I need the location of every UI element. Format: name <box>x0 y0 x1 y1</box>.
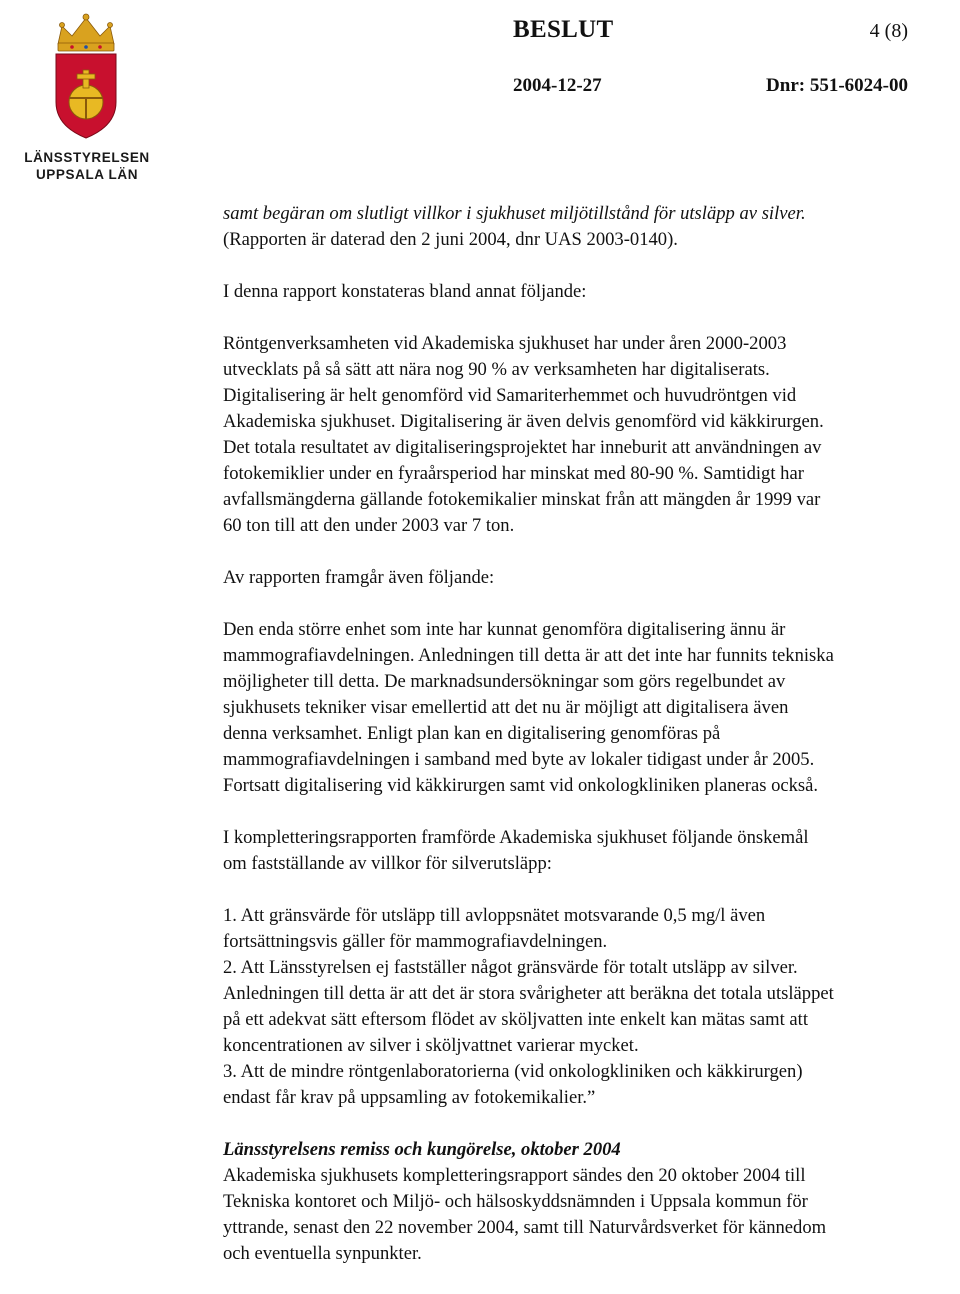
text-line: Fortsatt digitalisering vid käkkirurgen samt vid onkologkliniken planeras också. <box>223 775 819 796</box>
list-item: 1. Att gränsvärde för utsläpp till avloppsnätet motsvarande 0,5 mg/l även <box>223 905 766 926</box>
text-line: avfallsmängderna gällande fotokemikalier minskat från att mängden år 1999 var <box>223 489 821 510</box>
county-logo <box>12 10 162 195</box>
text-line: Röntgenverksamheten vid Akademiska sjukhuset har under åren 2000-2003 <box>223 333 787 354</box>
text-line: på ett adekvat sätt eftersom flödet av sköljvatten inte enkelt kan mätas samt att <box>223 1009 808 1030</box>
document-type: BESLUT <box>513 16 614 43</box>
text-line: Akademiska sjukhusets kompletteringsrapport sändes den 20 oktober 2004 till <box>223 1165 806 1186</box>
text-line: I kompletteringsrapporten framförde Akademiska sjukhuset följande önskemål <box>223 827 809 848</box>
text-line: endast får krav på uppsamling av fotokemikalier.” <box>223 1087 596 1108</box>
document-date: 2004-12-27 <box>513 75 602 96</box>
section-remiss <box>223 1137 958 1267</box>
paragraph-report-also <box>223 565 958 591</box>
text-line: denna verksamhet. Enligt plan kan en digitalisering genomföras på <box>223 723 721 744</box>
text-line: utvecklats på så sätt att nära nog 90 % av verksamheten har digitaliserats. <box>223 359 770 380</box>
text-line: Den enda större enhet som inte har kunnat genomföra digitalisering ännu är <box>223 619 786 640</box>
page-number: 4 (8) <box>869 20 908 42</box>
paragraph-mammography <box>223 617 958 799</box>
org-name-line1: LÄNSSTYRELSEN <box>24 150 150 165</box>
text-line: samt begäran om slutligt villkor i sjukhuset miljötillstånd för utsläpp av silver. <box>223 203 806 224</box>
text-line: Digitalisering är helt genomförd vid Samariterhemmet och huvudröntgen vid <box>223 385 797 406</box>
text-line: mammografiavdelningen i samband med byte av lokaler tidigast under år 2005. <box>223 749 815 770</box>
text-line: om fastställande av villkor för silverutsläpp: <box>223 853 552 874</box>
registration-number: Dnr: 551-6024-00 <box>766 75 908 96</box>
list-item: 3. Att de mindre röntgenlaboratorierna (vid onkologkliniken och käkkirurgen) <box>223 1061 803 1082</box>
text-line: I denna rapport konstateras bland annat följande: <box>223 281 587 302</box>
document-body <box>223 201 958 1267</box>
text-line: (Rapporten är daterad den 2 juni 2004, dnr UAS 2003-0140). <box>223 229 678 250</box>
text-line: Det totala resultatet av digitaliseringsprojektet har inneburit att användningen av <box>223 437 822 458</box>
text-line: fotokemiklier under en fyraårsperiod har minskat med 80-90 %. Samtidigt har <box>223 463 804 484</box>
text-line: mammografiavdelningen. Anledningen till detta är att det inte har funnits tekniska <box>223 645 834 666</box>
text-line: sjukhusets tekniker visar emellertid att det nu är möjligt att digitalisera även <box>223 697 789 718</box>
text-line: Av rapporten framgår även följande: <box>223 567 495 588</box>
paragraph-digitalisation <box>223 331 958 539</box>
text-line: koncentrationen av silver i sköljvattnet varierar mycket. <box>223 1035 639 1056</box>
paragraph-intro <box>223 201 958 253</box>
text-line: fortsättningsvis gäller för mammografiavdelningen. <box>223 931 608 952</box>
section-heading: Länsstyrelsens remiss och kungörelse, oktober 2004 <box>223 1139 621 1160</box>
text-line: möjligheter till detta. De marknadsundersökningar som görs regelbundet av <box>223 671 786 692</box>
paragraph-requests-lead <box>223 825 958 877</box>
text-line: Akademiska sjukhuset. Digitalisering är även delvis genomförd vid käkkirurgen. <box>223 411 824 432</box>
paragraph-requests-list <box>223 903 958 1111</box>
coat-of-arms-icon <box>50 10 122 150</box>
text-line: Tekniska kontoret och Miljö- och hälsoskyddsnämnden i Uppsala kommun för <box>223 1191 808 1212</box>
text-line: Anledningen till detta är att det är stora svårigheter att beräkna det totala utsläppet <box>223 983 834 1004</box>
list-item: 2. Att Länsstyrelsen ej fastställer något gränsvärde för totalt utsläpp av silver. <box>223 957 798 978</box>
paragraph-report-lead <box>223 279 958 305</box>
org-name-line2: UPPSALA LÄN <box>35 167 139 182</box>
text-line: 60 ton till att den under 2003 var 7 ton. <box>223 515 515 536</box>
text-line: och eventuella synpunkter. <box>223 1243 422 1264</box>
text-line: yttrande, senast den 22 november 2004, samt till Naturvårdsverket för kännedom <box>223 1217 827 1238</box>
